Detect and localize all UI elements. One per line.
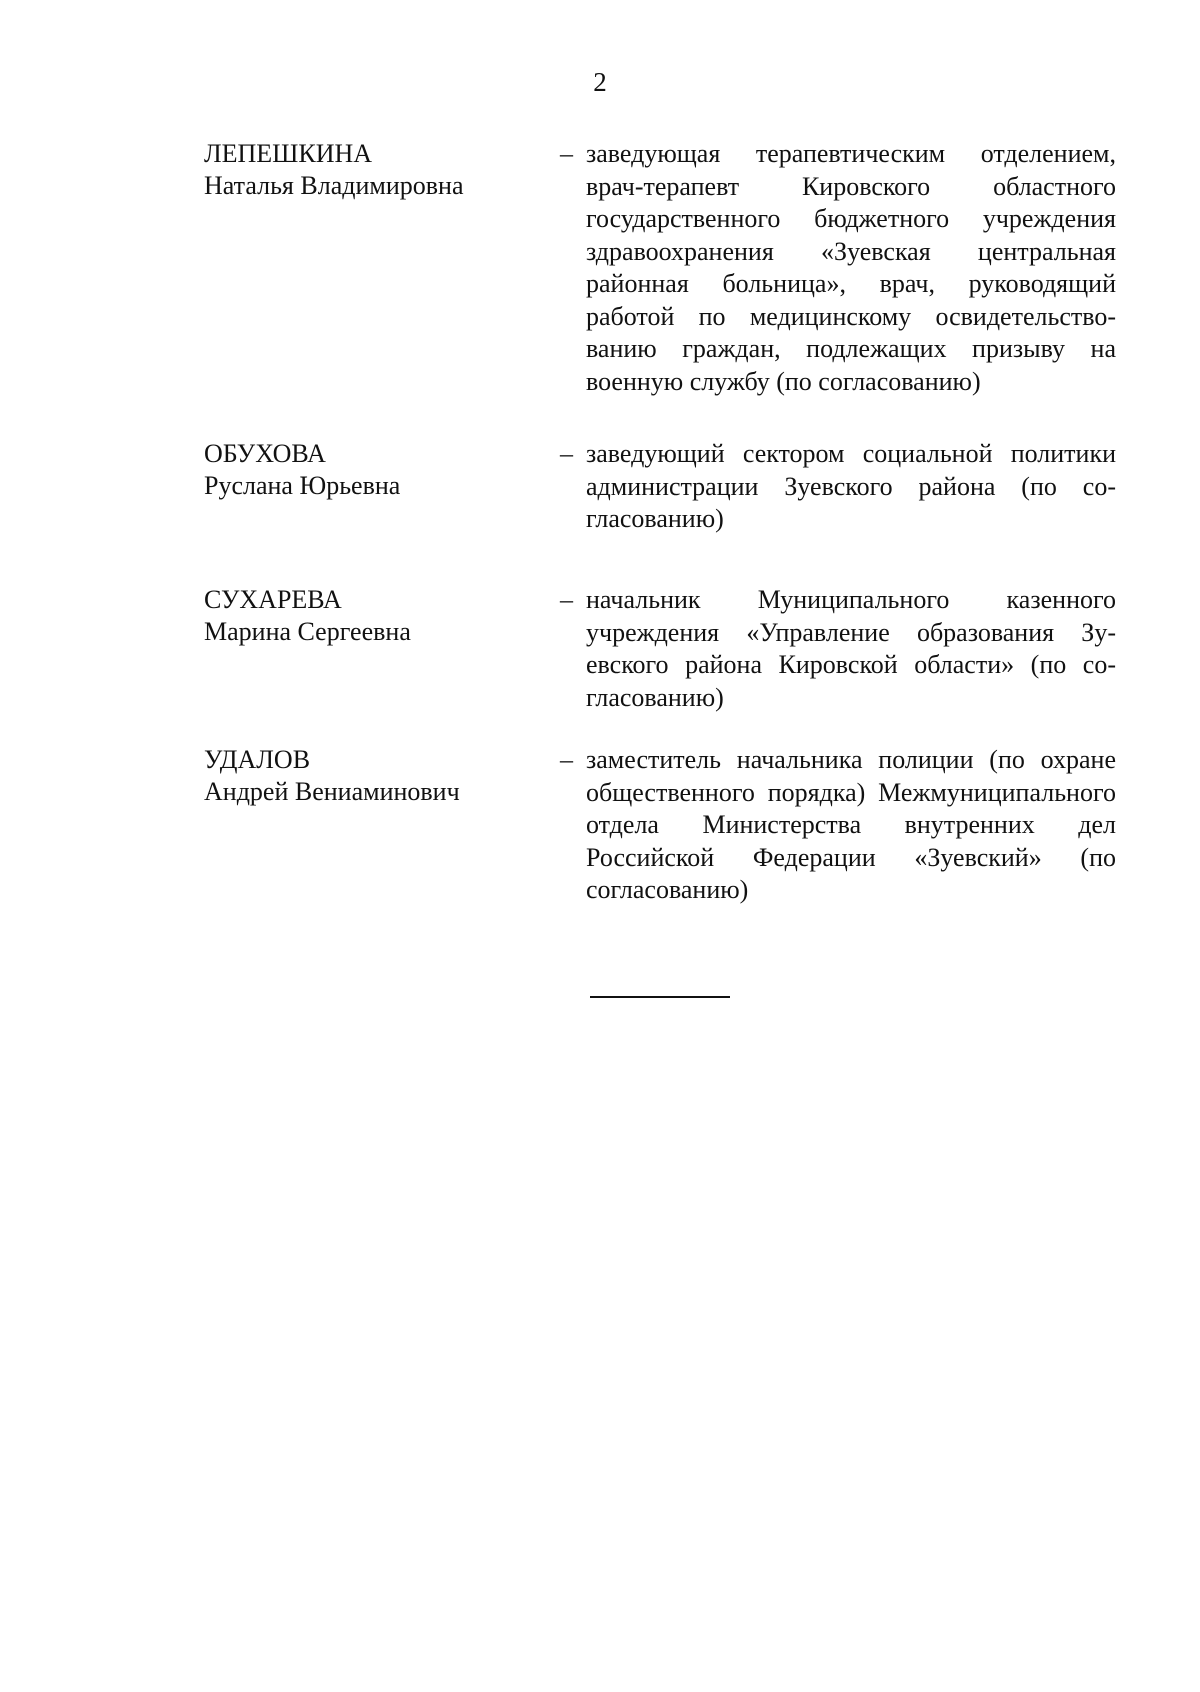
member-name — [204, 744, 544, 808]
member-given-names: Наталья Владимировна — [204, 171, 464, 200]
member-name — [204, 438, 544, 502]
separator-dash: – — [560, 439, 573, 468]
member-entry — [204, 438, 1116, 584]
member-entry — [204, 584, 1116, 744]
member-surname: ОБУХОВА — [204, 439, 326, 468]
page-number: 2 — [593, 67, 607, 97]
member-name — [204, 138, 544, 202]
member-entry — [204, 138, 1116, 438]
separator-dash: – — [560, 745, 573, 774]
member-given-names: Марина Сергеевна — [204, 617, 411, 646]
member-surname: СУХАРЕВА — [204, 585, 342, 614]
member-position: начальник Муниципального казенного учреждения «Управление образования Зуевского района Кировской области» (по согласованию) — [586, 585, 1116, 712]
member-entry — [204, 744, 1116, 907]
member-position: заместитель начальника полиции (по охране общественного порядка) Межмуниципального отдела Министерства внутренних дел Российской Федерации «Зуевский» (по согласованию) — [586, 745, 1116, 904]
member-surname: ЛЕПЕШКИНА — [204, 139, 373, 168]
member-position: заведующий сектором социальной политики администрации Зуевского района (по согласованию) — [586, 439, 1116, 533]
member-name — [204, 584, 544, 648]
member-given-names: Андрей Вениаминович — [204, 777, 460, 806]
separator-dash: – — [560, 585, 573, 614]
end-rule — [590, 996, 730, 998]
member-list — [204, 138, 1116, 907]
member-given-names: Руслана Юрьевна — [204, 471, 401, 500]
member-position: заведующая терапевтическим отделением, врач-терапевт Кировского областного государственного бюджетного учреждения здравоохранения «Зуевская центральная районная больница», врач, руководящий работой по медицинскому освидетельствованию граждан, подлежащих призыву на военную службу (по согласованию) — [586, 139, 1116, 396]
member-surname: УДАЛОВ — [204, 745, 311, 774]
separator-dash: – — [560, 139, 573, 168]
